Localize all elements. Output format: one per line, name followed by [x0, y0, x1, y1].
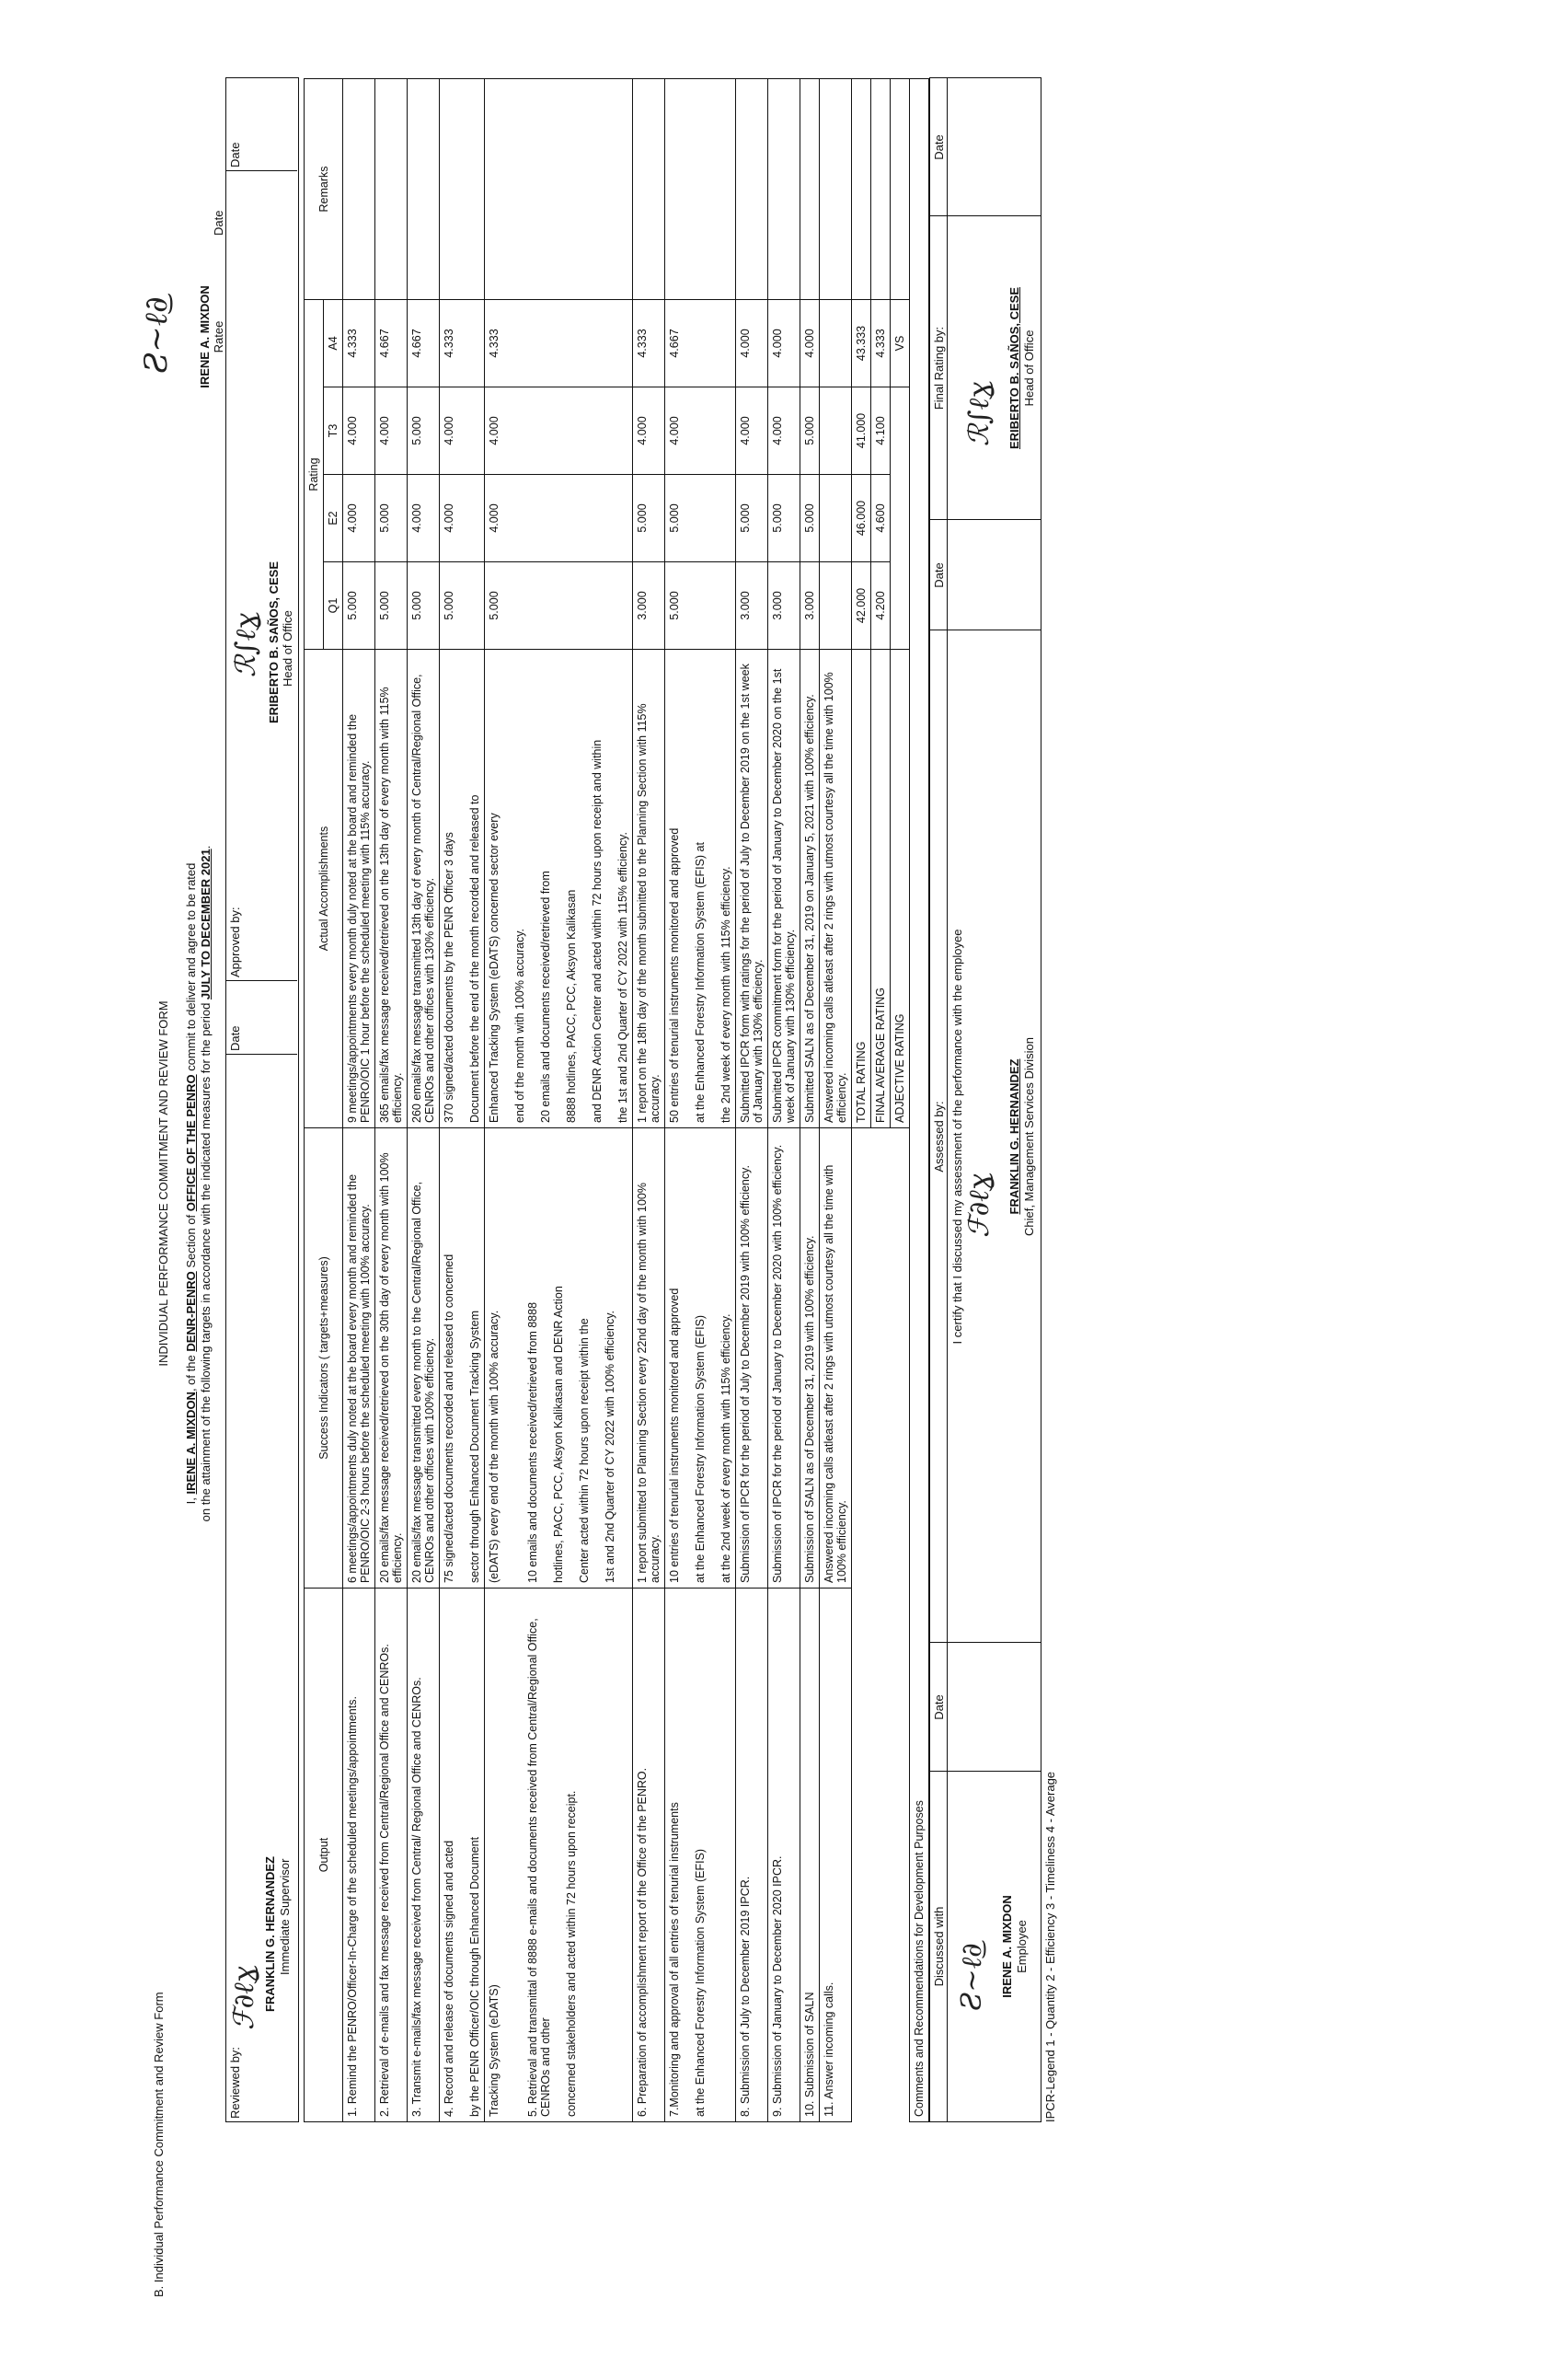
- assessor-name: FRANKLIN G. HERNANDEZ: [1007, 1058, 1021, 1215]
- final-t: 4.100: [871, 387, 891, 475]
- row-rating-a4: 4.000: [736, 299, 768, 387]
- row-remarks: [800, 78, 820, 299]
- row-success-indicator: 6 meetings/appointments duly noted at the board every month and reminded the PENRO/OIC 2-3 hours before the scheduled meeting with 100% accuracy.: [343, 1128, 375, 1589]
- row-output: 10. Submission of SALN: [800, 1589, 820, 2122]
- header-rating: Rating: [305, 299, 324, 649]
- row-rating-q1: 3.000: [800, 562, 820, 650]
- reviewed-by-label: Reviewed by:: [228, 2046, 242, 2119]
- table-row: [768, 78, 800, 2121]
- row-remarks: [408, 78, 440, 299]
- total-a: 43.333: [852, 299, 871, 387]
- row-success-indicator: Submission of IPCR for the period of July to December 2019 with 100% efficiency.: [736, 1128, 768, 1589]
- assessed-by-label: Assessed by:: [932, 1101, 946, 1173]
- row-success-indicator: 10 entries of tenurial instruments monitored and approved at the Enhanced Forestry Information System (EFIS) at the 2nd week of every month with 115% efficiency.: [665, 1128, 736, 1589]
- commitment-line2-text: on the attainment of the following targets in accordance with the indicated measures for the period: [199, 999, 213, 1522]
- final-e: 4.600: [871, 475, 891, 562]
- row-remarks: [375, 78, 408, 299]
- row-rating-t3: 4.000: [665, 387, 736, 475]
- table-row: [665, 78, 736, 2121]
- row-output: 6. Preparation of accomplishment report of the Office of the PENRO.: [633, 1589, 665, 2122]
- commitment-line-2: [199, 447, 213, 1920]
- adjective-value: VS: [891, 299, 910, 387]
- adjective-row: [891, 78, 910, 2121]
- commitment-tail: commit to deliver and agree to be rated: [184, 862, 198, 1075]
- commitment-line-1: [184, 447, 198, 1920]
- final-rater-name: ERIBERTO B. SAÑOS, CESE: [1007, 287, 1021, 450]
- row-success-indicator: Submission of SALN as of December 31, 2019 with 100% efficiency.: [800, 1128, 820, 1589]
- commitment-office-name: OFFICE OF THE PENRO: [184, 1074, 198, 1212]
- row-rating-q1: 3.000: [633, 562, 665, 650]
- row-rating-q1: [820, 562, 852, 650]
- employee-name: IRENE A. MIXDON: [1000, 1895, 1014, 1998]
- commitment-section-of: Section of: [184, 1211, 198, 1272]
- comments-label: Comments and Recommendations for Development Purposes: [910, 78, 929, 2121]
- assessment-signoff-box: [929, 77, 1041, 2122]
- table-row: [408, 78, 440, 2121]
- row-rating-t3: 4.000: [485, 387, 633, 475]
- row-rating-a4: 4.333: [440, 299, 485, 387]
- row-rating-e2: [820, 475, 852, 562]
- commitment-employee-name: IRENE A. MIXDON: [184, 1392, 198, 1495]
- row-output: 8. Submission of July to December 2019 IPCR.: [736, 1589, 768, 2122]
- row-rating-t3: 4.000: [375, 387, 408, 475]
- table-row: [820, 78, 852, 2121]
- row-success-indicator: 20 emails/fax message received/retrieved on the 30th day of every month with 100% efficiency.: [375, 1128, 408, 1589]
- final-rater-signature: ℛ∫ℓ͜ɣ: [963, 381, 995, 446]
- row-rating-e2: 4.000: [485, 475, 633, 562]
- row-rating-t3: 5.000: [408, 387, 440, 475]
- row-actual-accomplishment: Submitted IPCR commitment form for the period of January to December 2020 on the 1st week of January with 130% efficiency.: [768, 650, 800, 1128]
- row-rating-e2: 5.000: [768, 475, 800, 562]
- final-a: 4.333: [871, 299, 891, 387]
- discussed-with-label: Discussed with: [932, 1906, 946, 1987]
- total-e: 46.000: [852, 475, 871, 562]
- row-rating-q1: 3.000: [736, 562, 768, 650]
- final-rater-role: Head of Office: [1022, 329, 1036, 407]
- row-output: 11. Answer incoming calls.: [820, 1589, 852, 2122]
- row-remarks: [820, 78, 852, 299]
- row-rating-t3: 4.000: [343, 387, 375, 475]
- commitment-period-end: .: [199, 845, 213, 849]
- reviewed-date-label: Date: [228, 1025, 242, 1051]
- row-rating-q1: 3.000: [768, 562, 800, 650]
- bottom-date-3: Date: [932, 134, 946, 160]
- row-remarks: [440, 78, 485, 299]
- row-actual-accomplishment: 1 report on the 18th day of the month submitted to the Planning Section with 115% accuracy.: [633, 650, 665, 1128]
- row-rating-t3: 5.000: [800, 387, 820, 475]
- row-actual-accomplishment: 9 meetings/appointments every month duly noted at the board and reminded the PENRO/OIC 1 hour before the scheduled meeting with 115% accuracy.: [343, 650, 375, 1128]
- row-rating-t3: 4.000: [736, 387, 768, 475]
- total-rating-label: TOTAL RATING: [852, 650, 871, 1128]
- row-remarks: [665, 78, 736, 299]
- employee-role: Employee: [1015, 1920, 1029, 1973]
- row-rating-q1: 5.000: [375, 562, 408, 650]
- final-average-label: FINAL AVERAGE RATING: [871, 650, 891, 1128]
- row-success-indicator: (eDATS) every end of the month with 100% accuracy. 10 emails and documents received/retrieved from 8888 hotlines, PACC, PCC, Aksyon Kalikasan and DENR Action Center acted within 72 hours upon receipt within the 1st and 2nd Quarter of CY 2022 with 100% efficiency.: [485, 1128, 633, 1589]
- row-output: 4. Record and release of documents signed and acted by the PENR Officer/OIC through Enhanced Document: [440, 1589, 485, 2122]
- ratee-role: Ratee: [212, 320, 225, 353]
- approver-role: Head of Office: [281, 610, 294, 687]
- ratee-name: IRENE A. MIXDON: [198, 285, 212, 388]
- total-t: 41.000: [852, 387, 871, 475]
- form-title: INDIVIDUAL PERFORMANCE COMMITMENT AND REVIEW FORM: [156, 1000, 170, 1367]
- row-rating-e2: 5.000: [375, 475, 408, 562]
- reviewer-role: Immediate Supervisor: [278, 1858, 292, 1975]
- row-rating-e2: 5.000: [800, 475, 820, 562]
- row-rating-t3: 4.000: [440, 387, 485, 475]
- row-rating-a4: 4.667: [665, 299, 736, 387]
- row-rating-e2: 5.000: [633, 475, 665, 562]
- final-average-row: [871, 78, 891, 2121]
- reviewer-signature: ℱ∂ℓ͜ɣ: [228, 1966, 260, 2030]
- table-row: [440, 78, 485, 2121]
- row-success-indicator: 1 report submitted to Planning Section every 22nd day of the month with 100% accuracy.: [633, 1128, 665, 1589]
- row-rating-e2: 4.000: [343, 475, 375, 562]
- approved-date-label: Date: [228, 142, 242, 168]
- commitment-prefix: I,: [184, 1494, 198, 1505]
- row-remarks: [485, 78, 633, 299]
- row-success-indicator: Submission of IPCR for the period of January to December 2020 with 100% efficiency.: [768, 1128, 800, 1589]
- table-row: [375, 78, 408, 2121]
- row-rating-a4: 4.333: [343, 299, 375, 387]
- row-rating-q1: 5.000: [665, 562, 736, 650]
- adjective-label: ADJECTIVE RATING: [891, 650, 910, 1128]
- row-success-indicator: 20 emails/fax message transmitted every month to the Central/Regional Office, CENROs and other offices with 100% efficiency.: [408, 1128, 440, 1589]
- row-output: 2. Retrieval of e-mails and fax message received from Central/Regional Office and CENROs.: [375, 1589, 408, 2122]
- row-output: 3. Transmit e-mails/fax message received from Central/ Regional Office and CENROs.: [408, 1589, 440, 2122]
- row-output: 1. Remind the PENRO/Officer-In-Charge of the scheduled meetings/appointments.: [343, 1589, 375, 2122]
- header-remarks: Remarks: [305, 78, 343, 299]
- signoff-box: [225, 77, 299, 2122]
- row-success-indicator: 75 signed/acted documents recorded and released to concerned sector through Enhanced Document Tracking System: [440, 1128, 485, 1589]
- row-rating-a4: 4.000: [800, 299, 820, 387]
- header-e2: E2: [324, 475, 343, 562]
- row-actual-accomplishment: 365 emails/fax message received/retrieved on the 13th day of every month with 115% efficiency.: [375, 650, 408, 1128]
- employee-signature: Ƨ~ℓ͜∂: [956, 1943, 988, 2011]
- form-label: B. Individual Performance Commitment and Review Form: [152, 1992, 166, 2297]
- table-row: [800, 78, 820, 2121]
- row-rating-a4: 4.667: [408, 299, 440, 387]
- commitment-office-code: DENR-PENRO: [184, 1271, 198, 1352]
- row-actual-accomplishment: 370 signed/acted documents by the PENR Officer 3 days Document before the end of the month recorded and released to: [440, 650, 485, 1128]
- commitment-period: JULY TO DECEMBER 2021: [199, 849, 213, 1000]
- row-remarks: [768, 78, 800, 299]
- row-rating-q1: 5.000: [408, 562, 440, 650]
- row-rating-a4: [820, 299, 852, 387]
- bottom-date-2: Date: [932, 562, 946, 588]
- reviewer-name: FRANKLIN G. HERNANDEZ: [263, 1856, 277, 2012]
- ratee-signature: Ƨ~ℓ͜∂: [138, 296, 175, 374]
- final-rating-by-label: Final Rating by:: [932, 326, 946, 410]
- performance-rows: [343, 78, 852, 2121]
- header-q1: Q1: [324, 562, 343, 650]
- row-rating-q1: 5.000: [440, 562, 485, 650]
- row-remarks: [736, 78, 768, 299]
- performance-table: [304, 78, 929, 2122]
- row-actual-accomplishment: 260 emails/fax message transmitted 13th day of every month of Central/Regional Office, CENROs and other offices with 130% efficiency.: [408, 650, 440, 1128]
- table-row: [485, 78, 633, 2121]
- final-q: 4.200: [871, 562, 891, 650]
- row-actual-accomplishment: Enhanced Tracking System (eDATS) concerned sector every end of the month with 100% accuracy. 20 emails and documents received/retrieved from 8888 hotlines, PACC, PCC, Aksyon Kalikasan and DENR Action Center and acted within 72 hours upon receipt and within the 1st and 2nd Quarter of CY 2022 with 115% efficiency.: [485, 650, 633, 1128]
- approver-signature: ℛ∫ℓ͜ɣ: [230, 612, 262, 677]
- approver-name: ERIBERTO B. SAÑOS, CESE: [267, 560, 281, 723]
- row-success-indicator: Answered incoming calls atleast after 2 rings with utmost courtesy all the time with 100% efficiency.: [820, 1128, 852, 1589]
- row-rating-t3: 4.000: [768, 387, 800, 475]
- bottom-date-1: Date: [932, 1694, 946, 1720]
- row-rating-a4: 4.333: [485, 299, 633, 387]
- row-rating-e2: 5.000: [736, 475, 768, 562]
- row-rating-a4: 4.333: [633, 299, 665, 387]
- row-actual-accomplishment: Submitted SALN as of December 31, 2019 on January 5, 2021 with 100% efficiency.: [800, 650, 820, 1128]
- header-output: Output: [305, 1589, 343, 2122]
- certify-text: I certify that I discussed my assessment of the performance with the employee: [950, 929, 964, 1345]
- total-q: 42.000: [852, 562, 871, 650]
- row-output: 7.Monitoring and approval of all entries of tenurial instruments at the Enhanced Forestry Information System (EFIS): [665, 1589, 736, 2122]
- total-rating-row: [852, 78, 871, 2121]
- ipcr-legend: IPCR-Legend 1 - Quantity 2 - Efficiency 3 - Timeliness 4 - Average: [1043, 1771, 1057, 2122]
- header-a4: A4: [324, 299, 343, 387]
- header-t3: T3: [324, 387, 343, 475]
- row-rating-q1: 5.000: [485, 562, 633, 650]
- row-rating-t3: [820, 387, 852, 475]
- header-success-indicators: Success Indicators ( targets+measures): [305, 1128, 343, 1589]
- table-row: [633, 78, 665, 2121]
- commitment-of-the: , of the: [184, 1351, 198, 1392]
- approved-by-label: Approved by:: [228, 907, 242, 977]
- row-rating-a4: 4.000: [768, 299, 800, 387]
- row-actual-accomplishment: Submitted IPCR form with ratings for the period of July to December 2019 on the 1st week of January with 130% efficiency.: [736, 650, 768, 1128]
- header-actual-accomplishments: Actual Accomplishments: [305, 650, 343, 1128]
- table-row: [343, 78, 375, 2121]
- row-remarks: [633, 78, 665, 299]
- assessor-signature: ℱ∂ℓ͜ɣ: [963, 1173, 995, 1238]
- row-rating-e2: 5.000: [665, 475, 736, 562]
- assessor-role: Chief, Management Services Division: [1022, 1036, 1036, 1237]
- table-row: [736, 78, 768, 2121]
- row-rating-e2: 4.000: [408, 475, 440, 562]
- row-rating-a4: 4.667: [375, 299, 408, 387]
- row-actual-accomplishment: Answered incoming calls atleast after 2 rings with utmost courtesy all the time with 100% efficiency.: [820, 650, 852, 1128]
- row-output: 9. Submission of January to December 2020 IPCR.: [768, 1589, 800, 2122]
- row-output: Tracking System (eDATS) 5. Retrieval and transmittal of 8888 e-mails and documents received from Central/Regional Office, CENROs and other concerned stakeholders and acted within 72 hours upon receipt.: [485, 1589, 633, 2122]
- row-rating-t3: 4.000: [633, 387, 665, 475]
- row-actual-accomplishment: 50 entries of tenurial instruments monitored and approved at the Enhanced Forestry Information System (EFIS) at the 2nd week of every month with 115% efficiency.: [665, 650, 736, 1128]
- ratee-date-label: Date: [212, 210, 225, 236]
- row-remarks: [343, 78, 375, 299]
- row-rating-q1: 5.000: [343, 562, 375, 650]
- row-rating-e2: 4.000: [440, 475, 485, 562]
